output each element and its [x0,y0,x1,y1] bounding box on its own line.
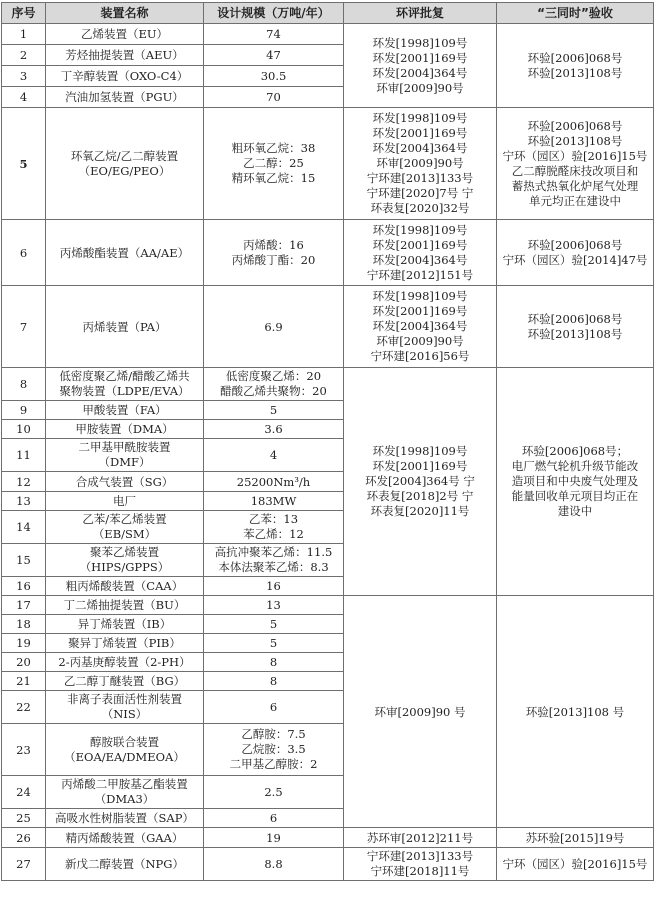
row-scale: 19 [204,828,344,848]
row-no: 12 [2,472,46,492]
row-scale: 47 [204,45,344,66]
row-name: 乙苯/苯乙烯装置 （EB/SM） [46,511,204,544]
row-scale: 高抗冲聚苯乙烯：11.5 本体法聚苯乙烯：8.3 [204,544,344,577]
approval-cell: 苏环审[2012]211号 [344,828,497,848]
row-name: 丙烯装置（PA） [46,286,204,368]
row-scale: 2.5 [204,776,344,809]
row-no: 27 [2,848,46,881]
row-scale: 丙烯酸：16 丙烯酸丁酯：20 [204,220,344,286]
row-no: 14 [2,511,46,544]
row-name: 非离子表面活性剂装置 （NIS） [46,691,204,724]
row-name: 环氧乙烷/乙二醇装置 （EO/EG/PEO） [46,108,204,220]
table-row [2,596,654,615]
acceptance-cell: 环验[2013]108 号 [497,596,654,828]
row-no: 26 [2,828,46,848]
row-no: 21 [2,672,46,691]
row-scale: 乙苯：13 苯乙烯：12 [204,511,344,544]
row-no: 4 [2,87,46,108]
row-name: 粗丙烯酸装置（CAA） [46,577,204,596]
row-name: 丁二烯抽提装置（BU） [46,596,204,615]
row-scale: 30.5 [204,66,344,87]
row-name: 合成气装置（SG） [46,472,204,492]
approval-cell: 宁环建[2013]133号 宁环建[2018]11号 [344,848,497,881]
row-no: 23 [2,724,46,776]
header-approval: 环评批复 [344,3,497,24]
acceptance-cell: 环验[2006]068号 环验[2013]108号 [497,24,654,108]
row-name: 二甲基甲酰胺装置 （DMF） [46,439,204,472]
table-row [2,108,654,220]
row-name: 汽油加氢装置（PGU） [46,87,204,108]
row-scale: 8 [204,653,344,672]
header-name: 装置名称 [46,3,204,24]
row-scale: 183MW [204,492,344,511]
row-no: 13 [2,492,46,511]
row-scale: 8.8 [204,848,344,881]
header-no: 序号 [2,3,46,24]
table-row [2,286,654,368]
acceptance-cell: 环验[2006]068号 环验[2013]108号 宁环（园区）验[2016]15号 乙二醇脱醛床技改项目和 蓄热式热氧化炉尾气处理 单元均正在建设中 [497,108,654,220]
row-scale: 8 [204,672,344,691]
row-no: 24 [2,776,46,809]
row-no: 9 [2,401,46,420]
row-no: 2 [2,45,46,66]
row-no: 17 [2,596,46,615]
header-acceptance: “三同时”验收 [497,3,654,24]
table-row [2,368,654,401]
row-name: 异丁烯装置（IB） [46,615,204,634]
row-name: 甲酸装置（FA） [46,401,204,420]
acceptance-cell: 苏环验[2015]19号 [497,828,654,848]
row-name: 新戊二醇装置（NPG） [46,848,204,881]
row-scale: 6.9 [204,286,344,368]
row-name: 醇胺联合装置 （EOA/EA/DMEOA） [46,724,204,776]
row-name: 乙烯装置（EU） [46,24,204,45]
approval-cell: 环发[1998]109号 环发[2001]169号 环发[2004]364号 环审[2009]90号 宁环建[2016]56号 [344,286,497,368]
table-header-row [2,3,654,24]
row-name: 丙烯酸二甲胺基乙酯装置 （DMA3） [46,776,204,809]
row-scale: 6 [204,691,344,724]
acceptance-cell: 环验[2006]068号； 电厂燃气轮机升级节能改 造项目和中央废气处理及 能量回收单元项目均正在 建设中 [497,368,654,596]
row-no: 3 [2,66,46,87]
row-name: 丙烯酸酯装置（AA/AE） [46,220,204,286]
row-name: 甲胺装置（DMA） [46,420,204,439]
approval-cell: 环发[1998]109号 环发[2001]169号 环发[2004]364号 宁 环表复[2018]2号 宁 环表复[2020]11号 [344,368,497,596]
row-no: 16 [2,577,46,596]
row-scale: 6 [204,809,344,828]
row-name: 2-丙基庚醇装置（2-PH） [46,653,204,672]
row-scale: 25200Nm³/h [204,472,344,492]
approval-cell: 环发[1998]109号 环发[2001]169号 环发[2004]364号 环审[2009]90号 [344,24,497,108]
row-scale: 低密度聚乙烯：20 醋酸乙烯共聚物：20 [204,368,344,401]
row-scale: 16 [204,577,344,596]
row-no: 10 [2,420,46,439]
row-scale: 粗环氧乙烷：38 乙二醇：25 精环氧乙烷：15 [204,108,344,220]
row-scale: 3.6 [204,420,344,439]
row-scale: 74 [204,24,344,45]
row-no: 15 [2,544,46,577]
row-name: 丁辛醇装置（OXO-C4） [46,66,204,87]
row-no: 5 [2,108,46,220]
row-no: 18 [2,615,46,634]
approval-cell: 环发[1998]109号 环发[2001]169号 环发[2004]364号 环审[2009]90号 宁环建[2013]133号 宁环建[2020]7号 宁 环表复[2020]32号 [344,108,497,220]
acceptance-cell: 宁环（园区）验[2016]15号 [497,848,654,881]
row-no: 11 [2,439,46,472]
approval-cell: 环发[1998]109号 环发[2001]169号 环发[2004]364号 宁环建[2012]151号 [344,220,497,286]
table-row [2,848,654,881]
row-name: 精丙烯酸装置（GAA） [46,828,204,848]
row-name: 乙二醇丁醚装置（BG） [46,672,204,691]
row-no: 1 [2,24,46,45]
header-scale: 设计规模（万吨/年） [204,3,344,24]
facility-table [1,2,654,881]
table-row [2,828,654,848]
table-row [2,220,654,286]
row-scale: 4 [204,439,344,472]
row-scale: 乙醇胺：7.5 乙烷胺：3.5 二甲基乙醇胺：2 [204,724,344,776]
row-scale: 5 [204,615,344,634]
row-no: 19 [2,634,46,653]
row-scale: 5 [204,634,344,653]
row-name: 芳烃抽提装置（AEU） [46,45,204,66]
row-scale: 5 [204,401,344,420]
row-scale: 13 [204,596,344,615]
row-no: 6 [2,220,46,286]
table-row [2,24,654,45]
row-no: 20 [2,653,46,672]
acceptance-cell: 环验[2006]068号 环验[2013]108号 [497,286,654,368]
row-scale: 70 [204,87,344,108]
row-no: 7 [2,286,46,368]
row-name: 聚苯乙烯装置 （HIPS/GPPS） [46,544,204,577]
row-no: 22 [2,691,46,724]
row-name: 电厂 [46,492,204,511]
row-name: 低密度聚乙烯/醋酸乙烯共 聚物装置（LDPE/EVA） [46,368,204,401]
row-no: 8 [2,368,46,401]
row-name: 聚异丁烯装置（PIB） [46,634,204,653]
row-no: 25 [2,809,46,828]
acceptance-cell: 环验[2006]068号 宁环（园区）验[2014]47号 [497,220,654,286]
approval-cell: 环审[2009]90 号 [344,596,497,828]
row-name: 高吸水性树脂装置（SAP） [46,809,204,828]
